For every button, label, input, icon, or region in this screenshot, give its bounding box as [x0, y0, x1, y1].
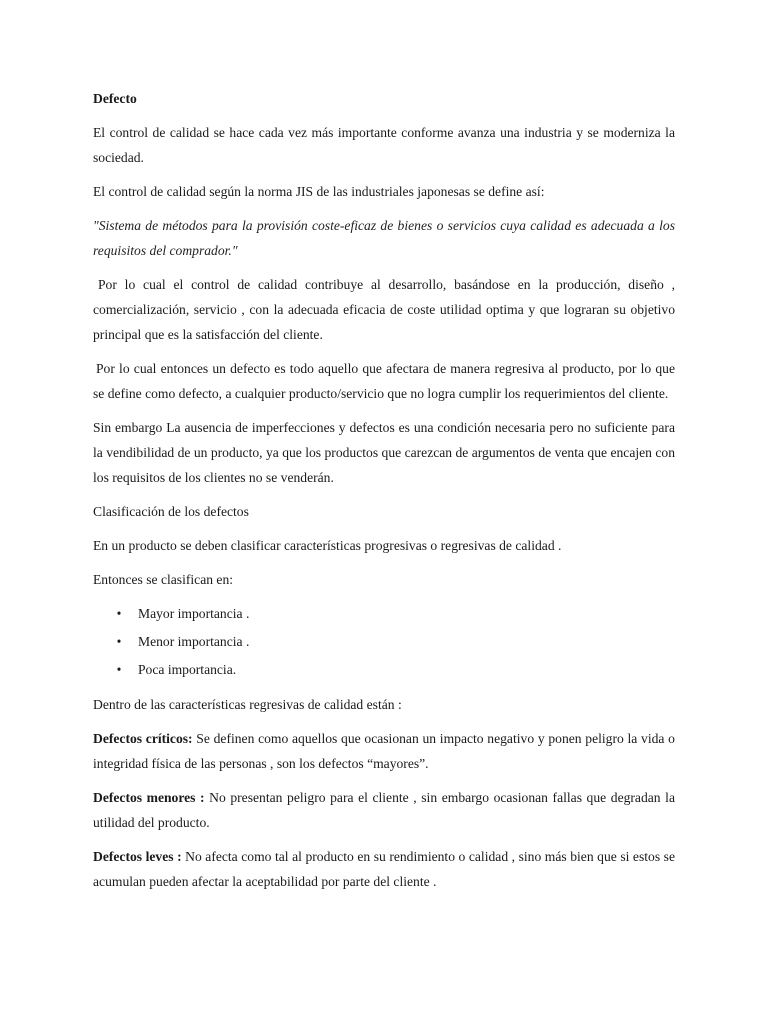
- slight-defects-label: Defectos leves :: [93, 849, 182, 864]
- bullet-list: [93, 600, 675, 684]
- bullet-icon: •: [116, 634, 122, 649]
- paragraph-slight-defects: [93, 844, 675, 894]
- bullet-icon: •: [116, 662, 122, 677]
- paragraph-jis-definition: El control de calidad según la norma JIS de las industriales japonesas se define así:: [93, 184, 545, 199]
- paragraph-regressive: Dentro de las características regresivas de calidad están :: [93, 697, 402, 712]
- section-heading-classification: Clasificación de los defectos: [93, 504, 249, 519]
- paragraph-characteristics: En un producto se deben clasificar características progresivas o regresivas de calidad .: [93, 538, 562, 553]
- list-item-text: Mayor importancia .: [138, 606, 250, 621]
- list-item-text: Poca importancia.: [138, 662, 237, 677]
- minor-defects-text: No presentan peligro para el cliente , sin embargo ocasionan fallas que degradan la utilidad del producto.: [93, 790, 675, 830]
- paragraph-defect-definition: Por lo cual entonces un defecto es todo aquello que afectara de manera regresiva al producto, por lo que se define como defecto, a cualquier producto/servicio que no logra cumplir los requerimientos del cliente.: [93, 361, 675, 401]
- paragraph-critical-defects: [93, 726, 675, 776]
- minor-defects-label: Defectos menores :: [93, 790, 205, 805]
- slight-defects-text: No afecta como tal al producto en su rendimiento o calidad , sino más bien que si estos se acumulan pueden afectar la aceptabilidad por parte del cliente .: [93, 849, 675, 889]
- critical-defects-text: Se definen como aquellos que ocasionan un impacto negativo y ponen peligro la vida o integridad física de las personas , son los defectos “mayores”.: [93, 731, 675, 771]
- paragraph-contribution: Por lo cual el control de calidad contribuye al desarrollo, basándose en la producción, diseño , comercialización, servicio , con la adecuada eficacia de coste utilidad optima y que lograran su objetivo principal que es la satisfacción del cliente.: [93, 277, 675, 342]
- list-item-text: Menor importancia .: [138, 634, 250, 649]
- paragraph-intro: El control de calidad se hace cada vez más importante conforme avanza una industria y se moderniza la sociedad.: [93, 125, 675, 165]
- paragraph-absence: Sin embargo La ausencia de imperfecciones y defectos es una condición necesaria pero no suficiente para la vendibilidad de un producto, ya que los productos que carezcan de argumentos de venta que encajen con los requisitos de los clientes no se venderán.: [93, 420, 675, 485]
- paragraph-minor-defects: [93, 785, 675, 835]
- list-item: [93, 628, 675, 656]
- list-item: [93, 656, 675, 684]
- paragraph-classified-in: Entonces se clasifican en:: [93, 572, 234, 587]
- critical-defects-label: Defectos críticos:: [93, 731, 193, 746]
- list-item: [93, 600, 675, 628]
- document-page: [93, 86, 675, 903]
- page-title: Defecto: [93, 91, 137, 106]
- quote-definition: "Sistema de métodos para la provisión coste-eficaz de bienes o servicios cuya calidad es adecuada a los requisitos del comprador.": [93, 218, 675, 258]
- bullet-icon: •: [116, 606, 122, 621]
